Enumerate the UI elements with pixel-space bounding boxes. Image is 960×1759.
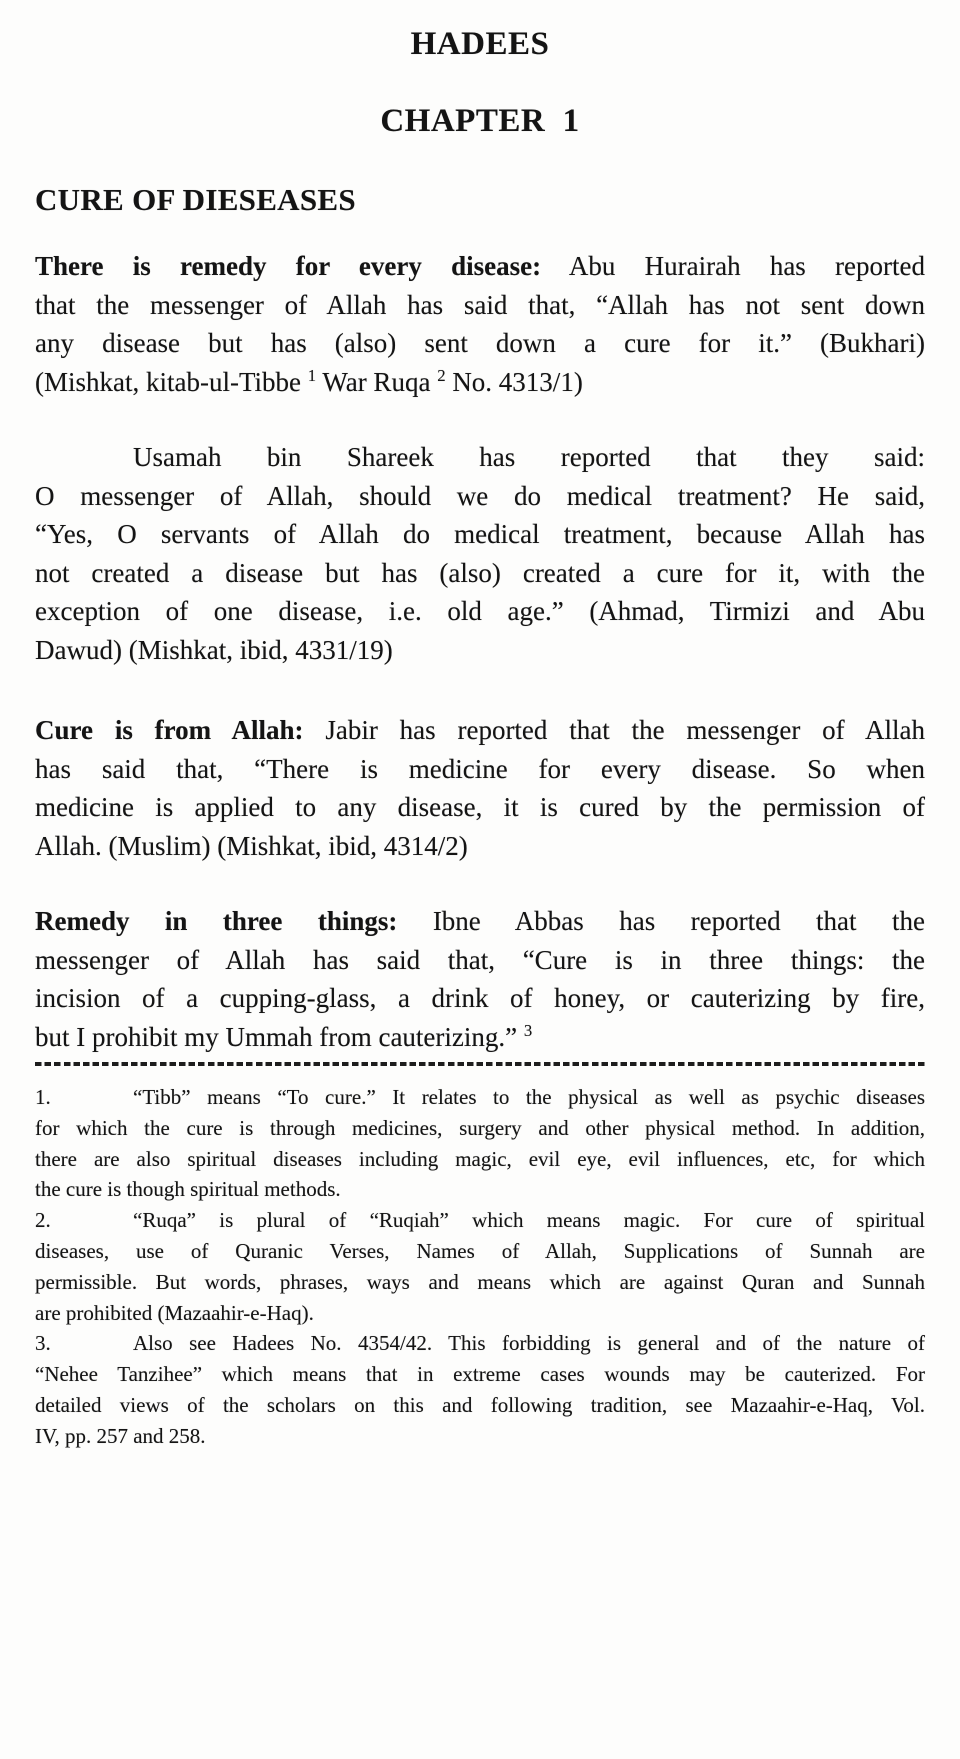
text-line: “Nehee Tanzihee” which means that in extreme cases wounds may be cauterized. For	[35, 1362, 925, 1387]
text-run: “Tibb” means “To cure.” It relates to the physical as well as psychic diseases	[133, 1085, 925, 1109]
text-line: diseases, use of Quranic Verses, Names of Allah, Supplications of Sunnah are	[35, 1238, 925, 1263]
bold-lead: There is remedy for every disease:	[35, 251, 542, 281]
text-line	[35, 363, 925, 402]
text-line	[35, 1328, 925, 1359]
paragraph-usamah-bin-shareek	[35, 438, 925, 669]
text-line: has said that, “There is medicine for every disease. So when	[35, 753, 925, 784]
text-line: O messenger of Allah, should we do medical treatment? He said,	[35, 480, 925, 511]
text-run: Abu Hurairah has reported	[541, 251, 925, 281]
footnote-2	[35, 1205, 925, 1328]
text-line: IV, pp. 257 and 258.	[35, 1423, 206, 1448]
text-line	[35, 711, 925, 750]
text-line	[35, 902, 925, 941]
paragraph-remedy-in-three-things	[35, 902, 925, 1056]
text-run: Ibne Abbas has reported that the	[397, 906, 925, 936]
paragraph-cure-is-from-allah	[35, 711, 925, 865]
text-line: permissible. But words, phrases, ways and means which are against Quran and Sunnah	[35, 1269, 925, 1294]
paragraph-remedy-for-every-disease	[35, 247, 925, 401]
bold-lead: Remedy in three things:	[35, 906, 398, 936]
text-line: any disease but has (also) sent down a cure for it.” (Bukhari)	[35, 328, 925, 358]
text-line	[35, 247, 925, 286]
footnote-separator	[35, 1062, 925, 1066]
text-line	[35, 1082, 925, 1113]
text-line: “Yes, O servants of Allah do medical treatment, because Allah has	[35, 519, 925, 549]
section-heading: CURE OF DIESEASES	[35, 182, 356, 217]
text-line: incision of a cupping-glass, a drink of honey, or cauterizing by fire,	[35, 983, 925, 1013]
text-run: (Mishkat, kitab-ul-Tibbe	[35, 366, 308, 397]
footnote-ref-3: 3	[523, 1021, 533, 1041]
footnote-number: 2.	[35, 1208, 51, 1233]
footnote-1	[35, 1082, 925, 1205]
text-line: the cure is though spiritual methods.	[35, 1177, 341, 1202]
text-run: Jabir has reported that the messenger of Allah	[303, 715, 925, 745]
footnote-ref-2: 2	[437, 366, 446, 386]
text-line	[35, 1018, 925, 1057]
text-line: Usamah bin Shareek has reported that they said:	[133, 442, 925, 472]
text-line: Dawud) (Mishkat, ibid, 4331/19)	[35, 634, 393, 665]
footnotes-section	[35, 1082, 925, 1452]
text-line: for which the cure is through medicines, surgery and other physical method. In addition,	[35, 1115, 925, 1140]
text-run: but I prohibit my Ummah from cauterizing.”	[35, 1021, 524, 1052]
text-line: medicine is applied to any disease, it is cured by the permission of	[35, 792, 925, 822]
footnote-number: 1.	[35, 1085, 51, 1109]
text-line: there are also spiritual diseases including magic, evil eye, evil influences, etc, for which	[35, 1146, 925, 1171]
footnote-3	[35, 1328, 925, 1451]
text-line: that the messenger of Allah has said that, “Allah has not sent down	[35, 289, 925, 320]
text-line: Allah. (Muslim) (Mishkat, ibid, 4314/2)	[35, 830, 468, 861]
document-title: HADEES	[410, 26, 550, 62]
footnote-number: 3.	[35, 1331, 51, 1356]
text-line: not created a disease but has (also) created a cure for it, with the	[35, 557, 925, 588]
text-run: “Ruqa” is plural of “Ruqiah” which means magic. For cure of spiritual	[133, 1208, 925, 1233]
footnote-ref-1: 1	[307, 366, 317, 386]
bold-lead: Cure is from Allah:	[35, 715, 304, 745]
text-run: No. 4313/1)	[445, 366, 583, 397]
text-run: Also see Hadees No. 4354/42. This forbidding is general and of the nature of	[133, 1331, 925, 1356]
text-line: messenger of Allah has said that, “Cure is in three things: the	[35, 944, 925, 975]
text-run: War Ruqa	[316, 366, 438, 397]
text-line: exception of one disease, i.e. old age.” (Ahmad, Tirmizi and Abu	[35, 596, 925, 626]
text-line: detailed views of the scholars on this and following tradition, see Mazaahir-e-Haq, Vol.	[35, 1392, 925, 1417]
text-line	[35, 1205, 925, 1236]
text-line: are prohibited (Mazaahir-e-Haq).	[35, 1300, 314, 1325]
chapter-heading: CHAPTER 1	[380, 103, 580, 139]
